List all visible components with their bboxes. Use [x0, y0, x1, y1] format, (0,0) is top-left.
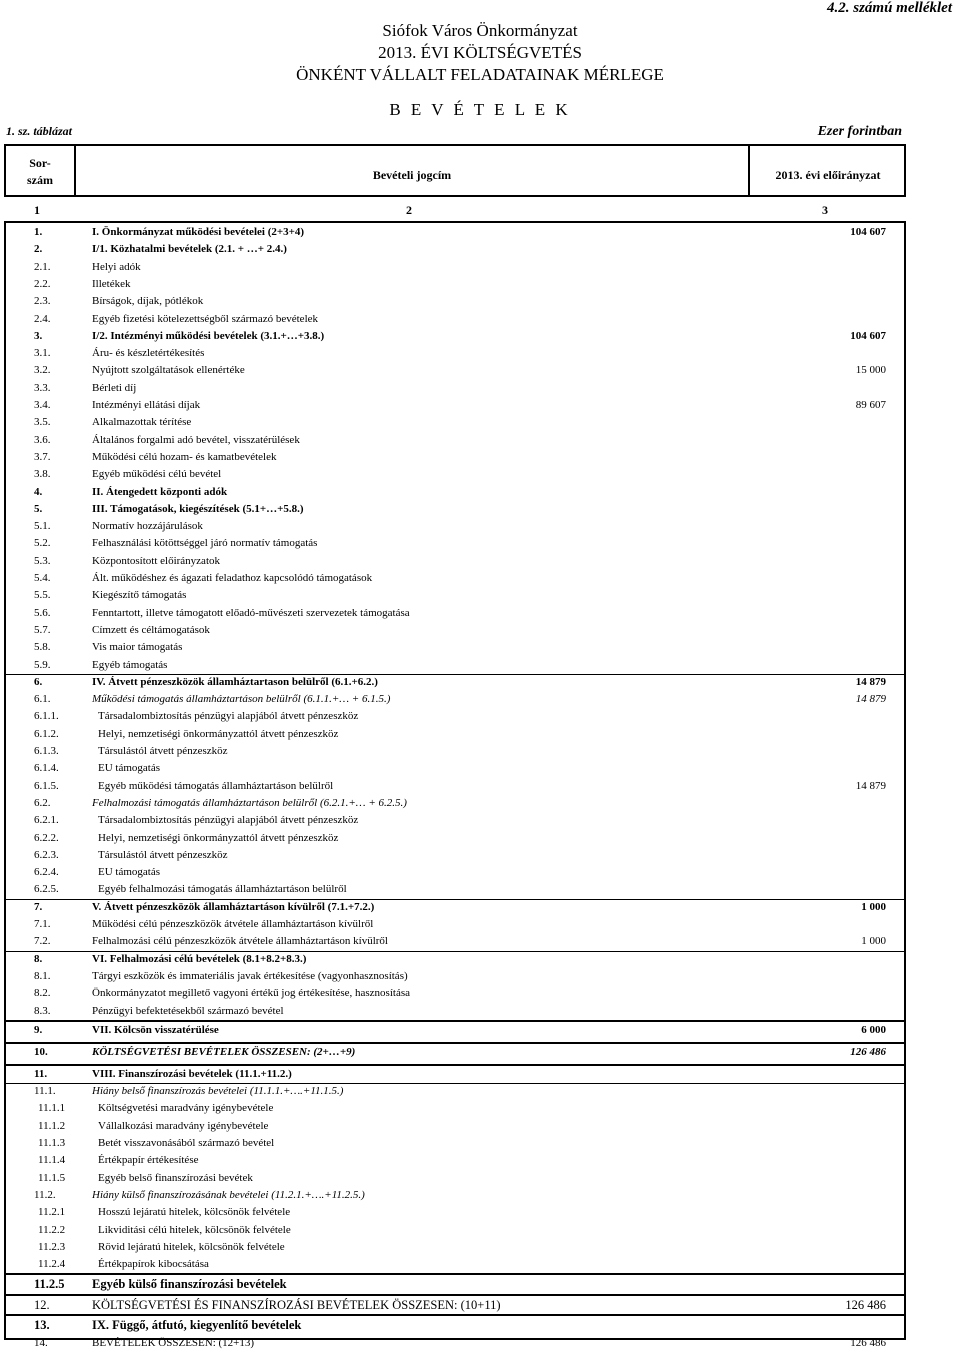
table-row: [6, 693, 904, 710]
row-number: 8.: [34, 952, 43, 965]
row-value: 104 607: [850, 226, 886, 238]
row-number: 11.2.5: [34, 1277, 65, 1292]
row-value: 126 486: [850, 1045, 886, 1058]
column-number-row: [4, 199, 906, 219]
row-number: 5.3.: [34, 554, 51, 567]
row-label: Pénzügyi befektetésekből származó bevétel: [92, 1004, 284, 1017]
row-label: KÖLTSÉGVETÉSI ÉS FINANSZÍROZÁSI BEVÉTELEK ÖSSZESEN: (10+11): [92, 1297, 501, 1312]
header-row-number: [6, 155, 74, 189]
table-row: [6, 278, 904, 295]
table-row: [6, 1120, 904, 1137]
row-number: 5.2.: [34, 537, 51, 550]
header-row-number-line1: Sor-: [29, 156, 51, 170]
row-number: 6.2.3.: [34, 848, 59, 861]
table-row: [6, 572, 904, 589]
row-label: Hiány belső finanszírozás bevételei (11.1.1.+….+11.1.5.): [92, 1085, 344, 1098]
row-label: Értékpapír értékesítése: [98, 1154, 199, 1167]
row-value: 126 486: [845, 1297, 886, 1312]
row-label: Egyéb működési célú bevétel: [92, 468, 222, 481]
table-row: [6, 710, 904, 727]
row-label: Tárgyi eszközök és immateriális javak értékesítése (vagyonhasznosítás): [92, 969, 408, 982]
title-budget-year: 2013. ÉVI KÖLTSÉGVETÉS: [378, 43, 582, 62]
row-line: [6, 1083, 904, 1084]
row-separator: [6, 1020, 904, 1022]
table-row: [6, 1172, 904, 1189]
row-value: 6 000: [861, 1023, 886, 1036]
row-number: 3.7.: [34, 450, 51, 463]
row-number: 2.: [34, 243, 43, 256]
annex-label: 4.2. számú melléklet: [827, 0, 952, 16]
table-row: [6, 1137, 904, 1154]
row-label: VI. Felhalmozási célú bevételek (8.1+8.2+8.3.): [92, 952, 307, 965]
table-row: [6, 624, 904, 641]
row-label: Helyi, nemzetiségi önkormányzattól átvett pénzeszköz: [98, 727, 339, 740]
table-row: [6, 780, 904, 797]
row-label: Fenntartott, illetve támogatott előadó-művészeti szervezetek támogatása: [92, 606, 410, 619]
row-label: Értékpapírok kibocsátása: [98, 1258, 209, 1271]
row-value: 14 879: [855, 779, 886, 792]
row-number: 6.1.5.: [34, 779, 59, 792]
row-label: Társulástól átvett pénzeszköz: [98, 848, 228, 861]
row-number: 6.2.1.: [34, 814, 59, 827]
row-label: Egyéb külső finanszírozási bevételek: [92, 1277, 287, 1292]
row-label: Illetékek: [92, 277, 131, 290]
table-row: [6, 901, 904, 918]
row-number: 6.1.1.: [34, 710, 59, 723]
table-row: [6, 1046, 904, 1066]
row-number: 3.5.: [34, 416, 51, 429]
row-label: I/1. Közhatalmi bevételek (2.1. + …+ 2.4.): [92, 243, 287, 256]
row-label: Felhalmozási támogatás államháztartáson belülről (6.2.1.+… + 6.2.5.): [92, 796, 407, 809]
row-number: 8.1.: [34, 969, 51, 982]
row-label: KÖLTSÉGVETÉSI BEVÉTELEK ÖSSZESEN: (2+…+9): [92, 1045, 356, 1058]
row-number: 10.: [34, 1045, 48, 1058]
title-balance: ÖNKÉNT VÁLLALT FELADATAINAK MÉRLEGE: [296, 65, 664, 84]
table-row: [6, 330, 904, 347]
row-number: 11.1.3: [38, 1137, 66, 1149]
row-line: [6, 899, 904, 900]
table-row: [6, 762, 904, 779]
row-label: Hosszú lejáratú hitelek, kölcsönök felvétele: [98, 1206, 291, 1219]
row-number: 1.: [34, 226, 43, 238]
row-label: BEVÉTELEK ÖSSZESEN: (12+13): [92, 1336, 255, 1349]
row-separator: [6, 1314, 904, 1316]
row-number: 5.9.: [34, 658, 51, 671]
revenue-table: [4, 221, 906, 1349]
row-label: Általános forgalmi adó bevétel, visszatérülések: [92, 433, 300, 446]
table-row: [6, 797, 904, 814]
table-row: [6, 987, 904, 1004]
row-label: V. Átvett pénzeszközök államháztartáson kívülről (7.1.+7.2.): [92, 900, 375, 913]
row-number: 6.2.4.: [34, 866, 59, 879]
row-number: 5.4.: [34, 572, 51, 584]
column-number-1: 1: [34, 203, 40, 217]
row-label: Bérleti díj: [92, 381, 137, 394]
row-number: 5.8.: [34, 641, 51, 654]
row-label: Helyi adók: [92, 260, 141, 273]
row-label: Likviditási célú hitelek, kölcsönök felvétele: [98, 1223, 291, 1236]
row-label: Helyi, nemzetiségi önkormányzattól átvett pénzeszköz: [98, 831, 339, 844]
row-number: 11.: [34, 1067, 48, 1080]
row-label: EU támogatás: [98, 866, 161, 879]
table-row: [6, 832, 904, 849]
row-label: III. Támogatások, kiegészítések (5.1+…+5.8.): [92, 502, 304, 515]
row-value: 14 879: [855, 675, 886, 688]
row-number: 7.2.: [34, 935, 51, 948]
row-value: 1 000: [861, 900, 886, 913]
table-row: [6, 434, 904, 451]
row-number: 11.1.2: [38, 1119, 66, 1132]
row-label: Működési támogatás államháztartáson belülről (6.1.1.+… + 6.1.5.): [92, 693, 391, 706]
row-label: Önkormányzatot megillető vagyoni értékű jog értékesítése, hasznosítása: [92, 987, 410, 1000]
row-number: 3.6.: [34, 433, 51, 446]
row-number: 6.1.: [34, 693, 51, 706]
table-row: [6, 520, 904, 537]
row-number: 2.4.: [34, 312, 51, 325]
row-number: 6.1.2.: [34, 727, 59, 740]
title-revenues: B E V É T E L E K: [389, 100, 571, 119]
table-row: [6, 313, 904, 330]
row-label: Intézményi ellátási díjak: [92, 399, 201, 411]
row-label: Társadalombiztosítás pénzügyi alapjából átvett pénzeszköz: [98, 710, 359, 723]
row-label: Felhalmozási célú pénzeszközök átvétele államháztartáson kívülről: [92, 935, 388, 948]
table-row: [6, 1154, 904, 1171]
table-row: [6, 503, 904, 520]
row-label: Egyéb működési támogatás államháztartáson belülről: [98, 779, 334, 792]
row-number: 6.: [34, 675, 43, 688]
row-label: Költségvetési maradvány igénybevétele: [98, 1102, 274, 1115]
row-number: 9.: [34, 1023, 43, 1036]
row-label: VIII. Finanszírozási bevételek (11.1.+11.2.): [92, 1067, 292, 1080]
row-label: Egyéb felhalmozási támogatás államháztartáson belülről: [98, 883, 347, 896]
row-label: Rövid lejáratú hitelek, kölcsönök felvétele: [98, 1240, 285, 1253]
row-value: 14 879: [855, 693, 886, 706]
row-number: 2.1.: [34, 260, 51, 273]
row-number: 8.3.: [34, 1004, 51, 1017]
row-number: 11.2.2: [38, 1223, 66, 1236]
row-label: Vállalkozási maradvány igénybevétele: [98, 1119, 269, 1132]
row-line: [6, 674, 904, 675]
row-label: Társadalombiztosítás pénzügyi alapjából átvett pénzeszköz: [98, 814, 359, 827]
table-row: [6, 295, 904, 312]
row-label: IX. Függő, átfutó, kiegyenlítő bevételek: [92, 1318, 302, 1333]
row-number: 5.: [34, 502, 43, 515]
table-row: [6, 486, 904, 503]
row-label: Áru- és készletértékesítés: [92, 347, 205, 360]
table-row: [6, 1085, 904, 1102]
row-line: [6, 951, 904, 952]
table-row: [6, 347, 904, 364]
row-value: 89 607: [855, 399, 886, 411]
row-label: EU támogatás: [98, 762, 161, 775]
row-number: 11.2.3: [38, 1240, 66, 1253]
row-number: 3.4.: [34, 399, 51, 411]
row-value: 126 486: [850, 1336, 886, 1349]
header-row-number-line2: szám: [27, 173, 53, 187]
table-row: [6, 607, 904, 624]
row-value: 104 607: [850, 329, 886, 342]
row-number: 11.2.: [34, 1188, 56, 1201]
row-label: VII. Kölcsön visszatérülése: [92, 1023, 219, 1036]
row-label: Alkalmazottak térítése: [92, 416, 192, 429]
row-label: Kiegészítő támogatás: [92, 589, 187, 602]
row-label: Hiány külső finanszírozásának bevételei (11.2.1.+….+11.2.5.): [92, 1188, 365, 1201]
row-number: 3.8.: [34, 468, 51, 481]
row-number: 2.3.: [34, 295, 51, 308]
row-label: Normatív hozzájárulások: [92, 520, 203, 533]
row-number: 13.: [34, 1318, 50, 1333]
table-row: [6, 641, 904, 658]
table-row: [6, 1337, 904, 1355]
unit-label: Ezer forintban: [817, 124, 902, 139]
row-label: Egyéb támogatás: [92, 658, 168, 671]
table-row: [6, 918, 904, 935]
row-label: Működési célú hozam- és kamatbevételek: [92, 450, 277, 463]
row-number: 7.: [34, 900, 43, 913]
title-municipality: Siófok Város Önkormányzat: [382, 21, 578, 40]
table-reference: 1. sz. táblázat: [6, 124, 73, 138]
row-number: 3.1.: [34, 347, 51, 360]
table-row: [6, 382, 904, 399]
row-number: 5.1.: [34, 520, 51, 533]
row-number: 11.2.4: [38, 1258, 66, 1271]
row-number: 6.2.5.: [34, 883, 59, 896]
row-label: Bírságok, díjak, pótlékok: [92, 295, 204, 308]
row-number: 7.1.: [34, 918, 51, 930]
table-row: [6, 1189, 904, 1206]
row-number: 6.2.2.: [34, 831, 59, 844]
table-row: [6, 676, 904, 693]
table-row: [6, 814, 904, 831]
table-row: [6, 537, 904, 554]
row-number: 11.1.5: [38, 1171, 66, 1184]
table-row: [6, 866, 904, 883]
table-header: [4, 144, 906, 197]
row-number: 5.5.: [34, 589, 51, 602]
header-revenue-title: Bevételi jogcím: [372, 168, 452, 182]
row-number: 8.2.: [34, 987, 51, 1000]
table-row: [6, 416, 904, 433]
table-row: [6, 970, 904, 987]
row-label: I/2. Intézményi működési bevételek (3.1.+…+3.8.): [92, 329, 325, 342]
table-row: [6, 451, 904, 468]
table-row: [6, 728, 904, 745]
row-number: 11.1.: [34, 1085, 56, 1098]
table-row: [6, 745, 904, 762]
table-row: [6, 261, 904, 278]
row-label: Társulástól átvett pénzeszköz: [98, 745, 228, 757]
table-row: [6, 1224, 904, 1241]
row-number: 4.: [34, 485, 43, 498]
row-number: 14.: [34, 1336, 48, 1349]
row-separator: [6, 1064, 904, 1066]
row-number: 3.2.: [34, 364, 51, 377]
row-number: 5.6.: [34, 606, 51, 619]
row-label: Vis maior támogatás: [92, 641, 183, 654]
row-separator: [6, 1042, 904, 1044]
row-label: Központosított előirányzatok: [92, 554, 220, 567]
row-number: 11.1.1: [38, 1102, 66, 1115]
table-row: [6, 1024, 904, 1044]
row-number: 6.2.: [34, 796, 51, 809]
table-row: [6, 364, 904, 381]
row-label: II. Átengedett központi adók: [92, 485, 228, 498]
table-row: [6, 399, 904, 416]
row-number: 6.1.4.: [34, 762, 59, 775]
row-separator: [6, 1294, 904, 1296]
row-number: 3.: [34, 329, 43, 342]
row-label: Nyújtott szolgáltatások ellenértéke: [92, 364, 245, 377]
table-row: [6, 226, 904, 243]
row-number: 11.2.1: [38, 1206, 66, 1219]
table-row: [6, 1102, 904, 1119]
row-value: 15 000: [855, 364, 886, 377]
row-number: 12.: [34, 1297, 50, 1312]
table-row: [6, 468, 904, 485]
column-number-3: 3: [822, 203, 828, 217]
table-row: [6, 555, 904, 572]
row-number: 6.1.3.: [34, 745, 59, 757]
table-row: [6, 953, 904, 970]
row-number: 5.7.: [34, 623, 51, 636]
row-label: I. Önkormányzat működési bevételei (2+3+4): [92, 226, 305, 238]
table-row: [6, 589, 904, 606]
row-number: 11.1.4: [38, 1154, 66, 1167]
row-label: Működési célú pénzeszközök átvétele államháztartáson kívülről: [92, 918, 374, 930]
table-row: [6, 243, 904, 260]
row-label: IV. Átvett pénzeszközök államháztartason belülről (6.1.+6.2.): [92, 675, 378, 688]
row-label: Egyéb belső finanszírozási bevétek: [98, 1171, 253, 1184]
row-label: Ált. működéshez és ágazati feladathoz kapcsolódó támogatások: [92, 572, 373, 584]
table-row: [6, 1206, 904, 1223]
row-label: Egyéb fizetési kötelezettségből származó bevételek: [92, 312, 319, 325]
table-row: [6, 849, 904, 866]
row-number: 3.3.: [34, 381, 51, 394]
table-row: [6, 1241, 904, 1258]
header-appropriation: 2013. évi előirányzat: [775, 168, 881, 182]
row-number: 2.2.: [34, 277, 51, 290]
row-separator: [6, 1273, 904, 1275]
row-label: Betét visszavonásából származó bevétel: [98, 1137, 275, 1149]
row-value: 1 000: [861, 935, 886, 948]
row-label: Felhasználási kötöttséggel járó normatív támogatás: [92, 537, 318, 550]
table-row: [6, 1318, 904, 1337]
row-label: Címzett és céltámogatások: [92, 623, 210, 636]
column-number-2: 2: [406, 203, 412, 217]
